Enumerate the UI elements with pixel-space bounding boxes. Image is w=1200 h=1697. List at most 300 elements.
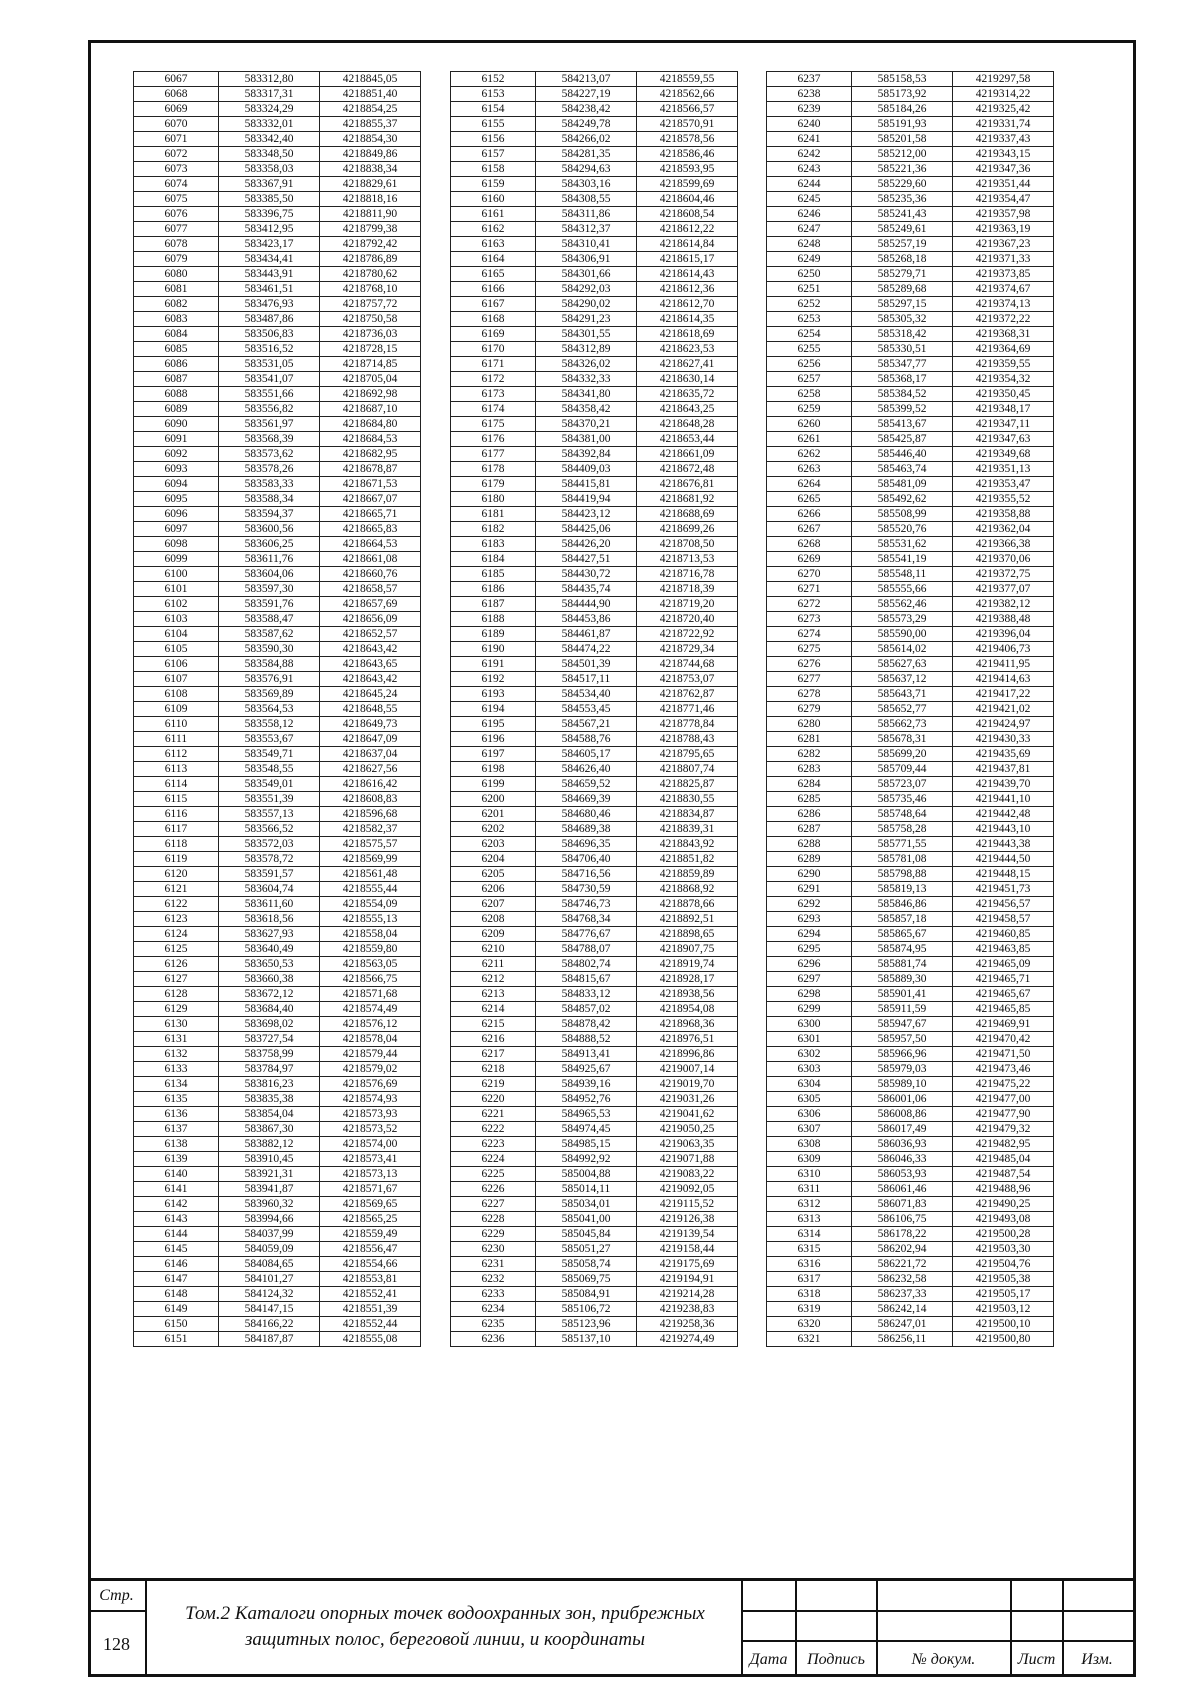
coord-y: 4218559,55	[637, 72, 738, 87]
coord-x: 585709,44	[852, 762, 953, 777]
coord-x: 585857,18	[852, 912, 953, 927]
sheet-label: Лист	[1017, 1650, 1056, 1668]
point-number: 6267	[767, 522, 852, 537]
coord-y: 4219031,26	[637, 1092, 738, 1107]
coord-x: 584939,16	[536, 1077, 637, 1092]
point-number: 6118	[134, 837, 219, 852]
table-row	[767, 72, 1054, 87]
coordinates-table-3	[766, 71, 1054, 1347]
point-number: 6082	[134, 297, 219, 312]
table-row	[767, 1182, 1054, 1197]
coord-y: 4218573,52	[320, 1122, 421, 1137]
table-row	[767, 177, 1054, 192]
coord-y: 4219366,38	[953, 537, 1054, 552]
point-number: 6103	[134, 612, 219, 627]
coord-y: 4218688,69	[637, 507, 738, 522]
coord-y: 4218553,81	[320, 1272, 421, 1287]
coord-y: 4219465,67	[953, 987, 1054, 1002]
point-number: 6280	[767, 717, 852, 732]
point-number: 6265	[767, 492, 852, 507]
point-number: 6284	[767, 777, 852, 792]
table-row	[767, 552, 1054, 567]
coord-y: 4219463,85	[953, 942, 1054, 957]
coord-y: 4218573,41	[320, 1152, 421, 1167]
table-row	[767, 507, 1054, 522]
coord-x: 583569,89	[219, 687, 320, 702]
table-row	[451, 507, 738, 522]
coord-y: 4219473,46	[953, 1062, 1054, 1077]
coord-y: 4219477,90	[953, 1107, 1054, 1122]
coord-x: 584281,35	[536, 147, 637, 162]
point-number: 6208	[451, 912, 536, 927]
coord-x: 584392,84	[536, 447, 637, 462]
point-number: 6212	[451, 972, 536, 987]
coord-x: 585106,72	[536, 1302, 637, 1317]
coord-x: 585723,07	[852, 777, 953, 792]
table-row	[451, 1242, 738, 1257]
coord-x: 585399,52	[852, 402, 953, 417]
coord-x: 584992,92	[536, 1152, 637, 1167]
point-number: 6089	[134, 402, 219, 417]
coord-x: 585034,01	[536, 1197, 637, 1212]
coord-y: 4218614,43	[637, 267, 738, 282]
point-number: 6159	[451, 177, 536, 192]
table-row	[134, 642, 421, 657]
coord-x: 586061,46	[852, 1182, 953, 1197]
table-row	[134, 342, 421, 357]
coord-y: 4218569,65	[320, 1197, 421, 1212]
table-row	[134, 1062, 421, 1077]
coord-x: 584124,32	[219, 1287, 320, 1302]
coord-x: 583611,60	[219, 897, 320, 912]
coord-x: 585637,12	[852, 672, 953, 687]
table-row	[451, 1272, 738, 1287]
point-number: 6194	[451, 702, 536, 717]
point-number: 6125	[134, 942, 219, 957]
coord-x: 584312,89	[536, 342, 637, 357]
point-number: 6316	[767, 1257, 852, 1272]
table-row	[134, 192, 421, 207]
coord-x: 583317,31	[219, 87, 320, 102]
point-number: 6206	[451, 882, 536, 897]
coord-y: 4218558,04	[320, 927, 421, 942]
table-row	[134, 792, 421, 807]
point-number: 6163	[451, 237, 536, 252]
point-number: 6175	[451, 417, 536, 432]
table-row	[451, 132, 738, 147]
coord-x: 583611,76	[219, 552, 320, 567]
point-number: 6255	[767, 342, 852, 357]
coord-x: 583476,93	[219, 297, 320, 312]
coord-y: 4219451,73	[953, 882, 1054, 897]
point-number: 6311	[767, 1182, 852, 1197]
coord-y: 4219406,73	[953, 642, 1054, 657]
point-number: 6226	[451, 1182, 536, 1197]
point-number: 6113	[134, 762, 219, 777]
page-number: 128	[103, 1634, 130, 1654]
coord-y: 4219297,58	[953, 72, 1054, 87]
coord-y: 4218716,78	[637, 567, 738, 582]
point-number: 6309	[767, 1152, 852, 1167]
table-row	[767, 252, 1054, 267]
table-row	[767, 822, 1054, 837]
point-number: 6202	[451, 822, 536, 837]
coord-x: 584292,03	[536, 282, 637, 297]
coord-x: 585771,55	[852, 837, 953, 852]
coord-x: 585069,75	[536, 1272, 637, 1287]
table-row	[451, 1062, 738, 1077]
coord-x: 585229,60	[852, 177, 953, 192]
point-number: 6122	[134, 897, 219, 912]
point-number: 6277	[767, 672, 852, 687]
coord-x: 583551,39	[219, 792, 320, 807]
point-number: 6167	[451, 297, 536, 312]
table-row	[767, 1287, 1054, 1302]
point-number: 6283	[767, 762, 852, 777]
point-number: 6092	[134, 447, 219, 462]
coord-y: 4218778,84	[637, 717, 738, 732]
coord-y: 4218736,03	[320, 327, 421, 342]
table-row	[451, 702, 738, 717]
coord-x: 583590,30	[219, 642, 320, 657]
coord-x: 583994,66	[219, 1212, 320, 1227]
coord-x: 583588,47	[219, 612, 320, 627]
table-row	[134, 1047, 421, 1062]
coord-y: 4219019,70	[637, 1077, 738, 1092]
coord-y: 4218555,08	[320, 1332, 421, 1347]
coord-x: 584430,72	[536, 567, 637, 582]
point-number: 6249	[767, 252, 852, 267]
point-number: 6174	[451, 402, 536, 417]
coord-y: 4219347,11	[953, 417, 1054, 432]
coord-y: 4218996,86	[637, 1047, 738, 1062]
coord-x: 583412,95	[219, 222, 320, 237]
coord-x: 585548,11	[852, 567, 953, 582]
point-number: 6142	[134, 1197, 219, 1212]
coord-x: 584626,40	[536, 762, 637, 777]
coord-y: 4219470,42	[953, 1032, 1054, 1047]
coord-x: 585384,52	[852, 387, 953, 402]
point-number: 6138	[134, 1137, 219, 1152]
coord-x: 585413,67	[852, 417, 953, 432]
table-row	[451, 192, 738, 207]
table-row	[451, 147, 738, 162]
coord-x: 584746,73	[536, 897, 637, 912]
coord-y: 4218551,39	[320, 1302, 421, 1317]
point-number: 6148	[134, 1287, 219, 1302]
coord-x: 584301,66	[536, 267, 637, 282]
coord-x: 585249,61	[852, 222, 953, 237]
coord-y: 4219371,33	[953, 252, 1054, 267]
coord-y: 4219500,28	[953, 1227, 1054, 1242]
point-number: 6218	[451, 1062, 536, 1077]
coord-x: 584059,09	[219, 1242, 320, 1257]
coord-y: 4219417,22	[953, 687, 1054, 702]
point-number: 6293	[767, 912, 852, 927]
point-number: 6285	[767, 792, 852, 807]
point-number: 6143	[134, 1212, 219, 1227]
coord-x: 584965,53	[536, 1107, 637, 1122]
point-number: 6149	[134, 1302, 219, 1317]
point-number: 6225	[451, 1167, 536, 1182]
coord-y: 4219359,55	[953, 357, 1054, 372]
coord-x: 584716,56	[536, 867, 637, 882]
coord-x: 586071,83	[852, 1197, 953, 1212]
coord-y: 4219092,05	[637, 1182, 738, 1197]
coord-y: 4218788,43	[637, 732, 738, 747]
coord-x: 583882,12	[219, 1137, 320, 1152]
table-row	[451, 867, 738, 882]
coord-y: 4218643,42	[320, 672, 421, 687]
table-row	[134, 117, 421, 132]
table-row	[134, 207, 421, 222]
coord-y: 4219041,62	[637, 1107, 738, 1122]
coord-y: 4218664,53	[320, 537, 421, 552]
table-row	[767, 957, 1054, 972]
coord-y: 4218562,66	[637, 87, 738, 102]
point-number: 6157	[451, 147, 536, 162]
table-row	[767, 1197, 1054, 1212]
coord-x: 583597,30	[219, 582, 320, 597]
table-row	[451, 972, 738, 987]
coord-x: 585137,10	[536, 1332, 637, 1347]
table-row	[134, 1272, 421, 1287]
coord-x: 583443,91	[219, 267, 320, 282]
coord-x: 583618,56	[219, 912, 320, 927]
table-row	[451, 447, 738, 462]
point-number: 6106	[134, 657, 219, 672]
point-number: 6264	[767, 477, 852, 492]
coord-y: 4218684,80	[320, 417, 421, 432]
coord-y: 4219139,54	[637, 1227, 738, 1242]
point-number: 6075	[134, 192, 219, 207]
coord-x: 586232,58	[852, 1272, 953, 1287]
table-row	[451, 897, 738, 912]
coord-y: 4219238,83	[637, 1302, 738, 1317]
table-row	[767, 417, 1054, 432]
table-row	[134, 552, 421, 567]
table-row	[767, 1062, 1054, 1077]
point-number: 6095	[134, 492, 219, 507]
coord-x: 585531,62	[852, 537, 953, 552]
point-number: 6173	[451, 387, 536, 402]
coord-x: 584291,23	[536, 312, 637, 327]
point-number: 6205	[451, 867, 536, 882]
point-number: 6152	[451, 72, 536, 87]
coord-x: 583578,72	[219, 852, 320, 867]
table-row	[451, 342, 738, 357]
coord-x: 584187,87	[219, 1332, 320, 1347]
coord-y: 4218786,89	[320, 252, 421, 267]
point-number: 6243	[767, 162, 852, 177]
table-row	[767, 987, 1054, 1002]
coord-x: 585289,68	[852, 282, 953, 297]
point-number: 6123	[134, 912, 219, 927]
table-row	[134, 147, 421, 162]
table-row	[134, 1302, 421, 1317]
table-row	[767, 282, 1054, 297]
coord-y: 4218753,07	[637, 672, 738, 687]
coord-y: 4218705,04	[320, 372, 421, 387]
point-number: 6170	[451, 342, 536, 357]
table-row	[767, 1167, 1054, 1182]
table-row	[134, 1257, 421, 1272]
table-row	[134, 807, 421, 822]
coord-x: 584249,78	[536, 117, 637, 132]
table-row	[134, 1077, 421, 1092]
point-number: 6258	[767, 387, 852, 402]
table-row	[134, 417, 421, 432]
point-number: 6261	[767, 432, 852, 447]
coord-y: 4218652,57	[320, 627, 421, 642]
point-number: 6078	[134, 237, 219, 252]
point-number: 6241	[767, 132, 852, 147]
table-row	[767, 87, 1054, 102]
coord-y: 4219458,57	[953, 912, 1054, 927]
point-number: 6196	[451, 732, 536, 747]
table-row	[134, 777, 421, 792]
coord-x: 585084,91	[536, 1287, 637, 1302]
point-number: 6080	[134, 267, 219, 282]
table-row	[767, 372, 1054, 387]
coord-y: 4218555,13	[320, 912, 421, 927]
table-row	[767, 117, 1054, 132]
point-number: 6085	[134, 342, 219, 357]
point-number: 6230	[451, 1242, 536, 1257]
table-row	[134, 237, 421, 252]
coord-y: 4218720,40	[637, 612, 738, 627]
coord-y: 4219424,97	[953, 717, 1054, 732]
point-number: 6184	[451, 552, 536, 567]
point-number: 6119	[134, 852, 219, 867]
point-number: 6110	[134, 717, 219, 732]
document-title: Том.2 Каталоги опорных точек водоохранных зон, прибрежных защитных полос, береговой линии, и координаты	[185, 1603, 705, 1650]
coord-x: 583727,54	[219, 1032, 320, 1047]
table-row	[451, 642, 738, 657]
table-row	[767, 837, 1054, 852]
point-number: 6307	[767, 1122, 852, 1137]
point-number: 6104	[134, 627, 219, 642]
coord-y: 4219083,22	[637, 1167, 738, 1182]
coord-x: 583627,93	[219, 927, 320, 942]
table-row	[134, 1242, 421, 1257]
table-row	[451, 732, 738, 747]
coord-y: 4218849,86	[320, 147, 421, 162]
coord-x: 584567,21	[536, 717, 637, 732]
point-number: 6169	[451, 327, 536, 342]
table-row	[451, 657, 738, 672]
coord-x: 584788,07	[536, 942, 637, 957]
coord-y: 4219367,23	[953, 237, 1054, 252]
table-row	[451, 282, 738, 297]
coord-x: 584370,21	[536, 417, 637, 432]
coord-x: 584426,20	[536, 537, 637, 552]
table-row	[134, 312, 421, 327]
table-row	[451, 1212, 738, 1227]
table-row	[134, 507, 421, 522]
coord-x: 584605,17	[536, 747, 637, 762]
table-row	[134, 1287, 421, 1302]
table-row	[134, 732, 421, 747]
point-number: 6315	[767, 1242, 852, 1257]
coord-y: 4219362,04	[953, 522, 1054, 537]
table-row	[451, 882, 738, 897]
coord-y: 4218566,57	[637, 102, 738, 117]
table-row	[767, 747, 1054, 762]
coord-y: 4218851,82	[637, 852, 738, 867]
point-number: 6238	[767, 87, 852, 102]
coord-y: 4219471,50	[953, 1047, 1054, 1062]
point-number: 6102	[134, 597, 219, 612]
coord-y: 4218713,53	[637, 552, 738, 567]
point-number: 6178	[451, 462, 536, 477]
title-block	[88, 1578, 1136, 1677]
table-row	[767, 762, 1054, 777]
coord-x: 583606,25	[219, 537, 320, 552]
table-row	[451, 1092, 738, 1107]
point-number: 6128	[134, 987, 219, 1002]
coord-x: 584878,42	[536, 1017, 637, 1032]
point-number: 6131	[134, 1032, 219, 1047]
coord-x: 583541,07	[219, 372, 320, 387]
table-row	[134, 432, 421, 447]
table-row	[134, 1182, 421, 1197]
coord-y: 4218552,41	[320, 1287, 421, 1302]
table-row	[451, 1032, 738, 1047]
coord-y: 4218665,71	[320, 507, 421, 522]
coord-y: 4219358,88	[953, 507, 1054, 522]
coord-y: 4218627,56	[320, 762, 421, 777]
coord-y: 4218928,17	[637, 972, 738, 987]
table-row	[134, 972, 421, 987]
table-row	[134, 447, 421, 462]
table-row	[767, 1212, 1054, 1227]
coord-x: 585846,86	[852, 897, 953, 912]
coord-y: 4218614,35	[637, 312, 738, 327]
point-number: 6081	[134, 282, 219, 297]
coord-x: 584306,91	[536, 252, 637, 267]
point-number: 6272	[767, 597, 852, 612]
table-row	[451, 372, 738, 387]
coord-x: 584409,03	[536, 462, 637, 477]
table-row	[134, 162, 421, 177]
coord-y: 4219314,22	[953, 87, 1054, 102]
coord-y: 4218919,74	[637, 957, 738, 972]
coord-y: 4219430,33	[953, 732, 1054, 747]
coord-y: 4218718,39	[637, 582, 738, 597]
coord-y: 4218612,36	[637, 282, 738, 297]
table-row	[134, 987, 421, 1002]
point-number: 6271	[767, 582, 852, 597]
table-row	[451, 687, 738, 702]
point-number: 6237	[767, 72, 852, 87]
coord-x: 584290,02	[536, 297, 637, 312]
point-number: 6096	[134, 507, 219, 522]
point-number: 6076	[134, 207, 219, 222]
coord-x: 583698,02	[219, 1017, 320, 1032]
coord-x: 585735,46	[852, 792, 953, 807]
coord-x: 583564,53	[219, 702, 320, 717]
coord-y: 4218657,69	[320, 597, 421, 612]
coord-y: 4218762,87	[637, 687, 738, 702]
table-row	[767, 777, 1054, 792]
table-row	[134, 852, 421, 867]
coord-x: 584689,38	[536, 822, 637, 837]
coord-y: 4218799,38	[320, 222, 421, 237]
coord-x: 585966,96	[852, 1047, 953, 1062]
coord-x: 585979,03	[852, 1062, 953, 1077]
coord-y: 4218681,92	[637, 492, 738, 507]
